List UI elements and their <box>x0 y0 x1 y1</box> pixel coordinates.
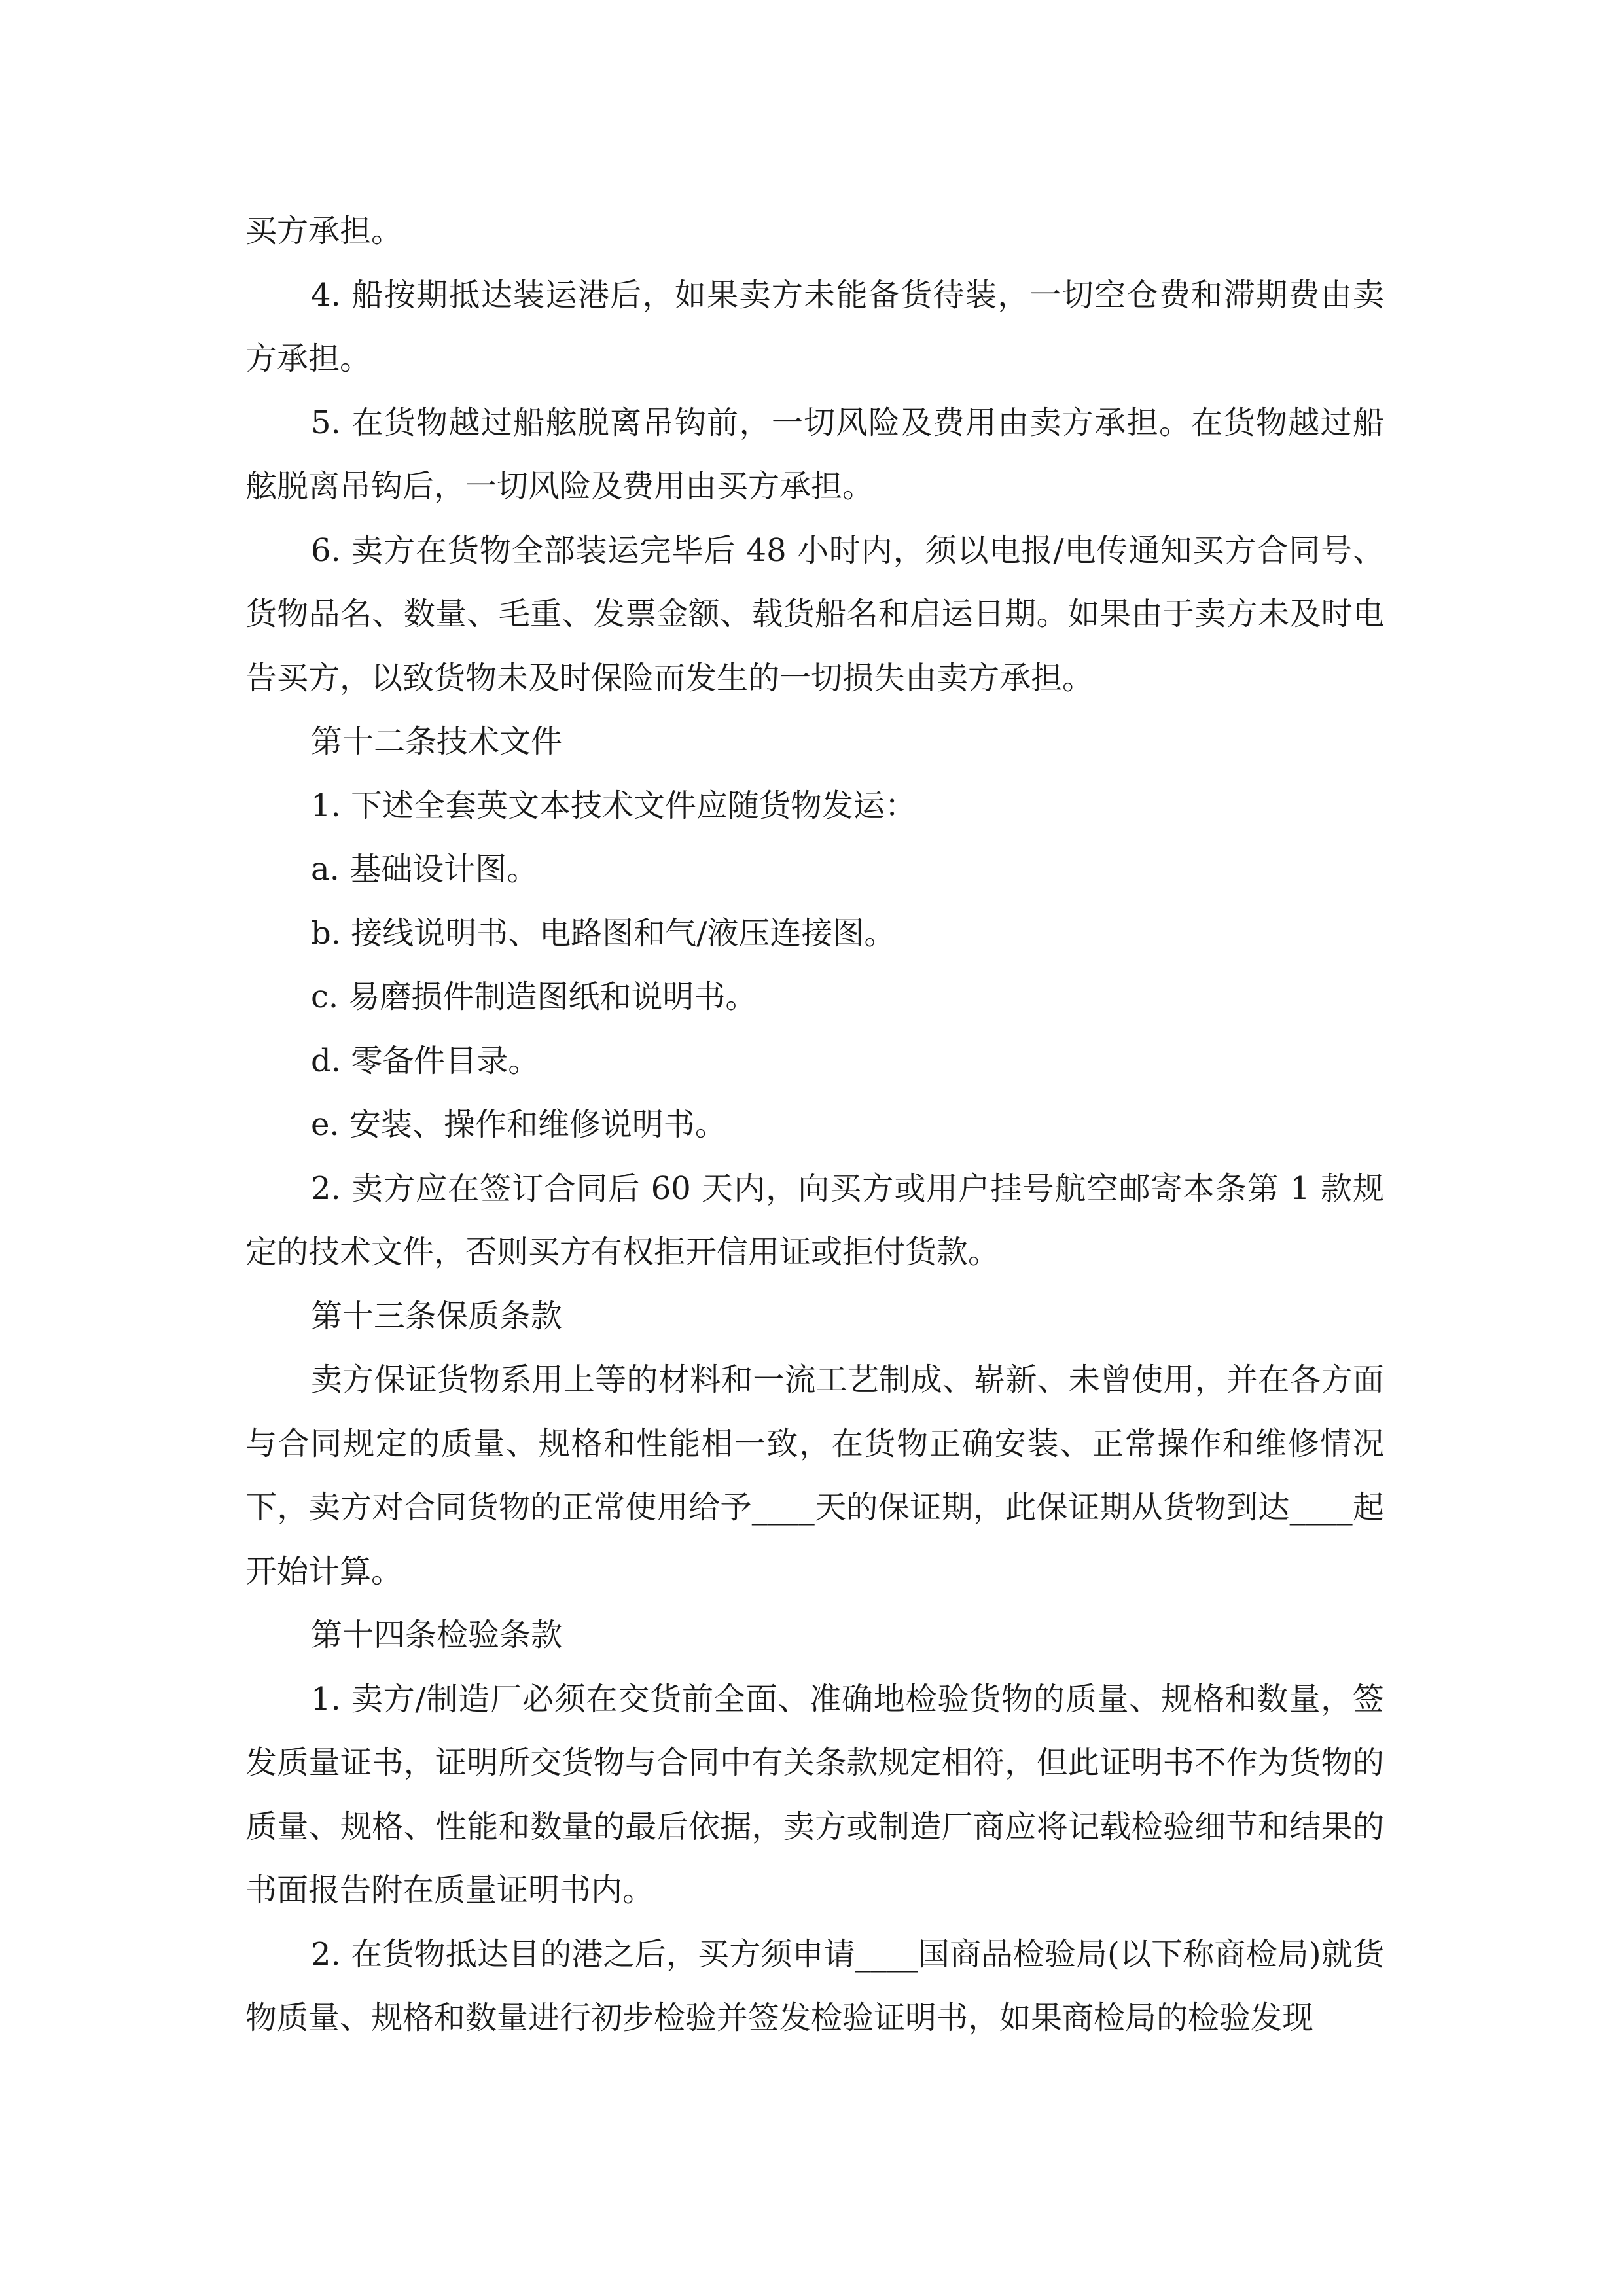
section-heading: 第十四条检验条款 <box>311 1617 563 1653</box>
paragraph: 4. 船按期抵达装运港后，如果卖方未能备货待装，一切空仓费和滞期费由卖方承担。 <box>245 276 1384 377</box>
paragraph: 5. 在货物越过船舷脱离吊钩前，一切风险及费用由卖方承担。在货物越过船舷脱离吊钩后，一切风险及费用由买方承担。 <box>245 404 1384 505</box>
paragraph: 卖方保证货物系用上等的材料和一流工艺制成、崭新、未曾使用，并在各方面与合同规定的质量、规格和性能相一致，在货物正确安装、正常操作和维修情况下，卖方对合同货物的正常使用给予____天的保证期，此保证期从货物到达____起开始计算。 <box>245 1361 1384 1590</box>
paragraph: 买方承担。 <box>245 213 403 249</box>
paragraph: 2. 在货物抵达目的港之后，买方须申请____国商品检验局(以下称商检局)就货物质量、规格和数量进行初步检验并签发检验证明书，如果商检局的检验发现 <box>245 1935 1384 2036</box>
list-item: a. 基础设计图。 <box>311 851 539 888</box>
paragraph: 1. 卖方/制造厂必须在交货前全面、准确地检验货物的质量、规格和数量，签发质量证书，证明所交货物与合同中有关条款规定相符，但此证明书不作为货物的质量、规格、性能和数量的最后依据，卖方或制造厂商应将记载检验细节和结果的书面报告附在质量证明书内。 <box>245 1680 1384 1909</box>
paragraph: 2. 卖方应在签订合同后 60 天内，向买方或用户挂号航空邮寄本条第 1 款规定的技术文件，否则买方有权拒开信用证或拒付货款。 <box>245 1170 1384 1270</box>
paragraph: 6. 卖方在货物全部装运完毕后 48 小时内，须以电报/电传通知买方合同号、货物品名、数量、毛重、发票金额、载货船名和启运日期。如果由于卖方未及时电告买方，以致货物未及时保险而发生的一切损失由卖方承担。 <box>245 531 1384 696</box>
list-item: d. 零备件目录。 <box>311 1042 540 1079</box>
section-heading: 第十三条保质条款 <box>311 1297 563 1335</box>
list-item: e. 安装、操作和维修说明书。 <box>311 1106 726 1143</box>
list-item: b. 接线说明书、电路图和气/液压连接图。 <box>311 914 896 952</box>
section-heading: 第十二条技术文件 <box>311 723 563 760</box>
document-body <box>245 200 1384 2051</box>
paragraph: 1. 下述全套英文本技术文件应随货物发运： <box>311 787 917 824</box>
list-item: c. 易磨损件制造图纸和说明书。 <box>311 978 757 1015</box>
